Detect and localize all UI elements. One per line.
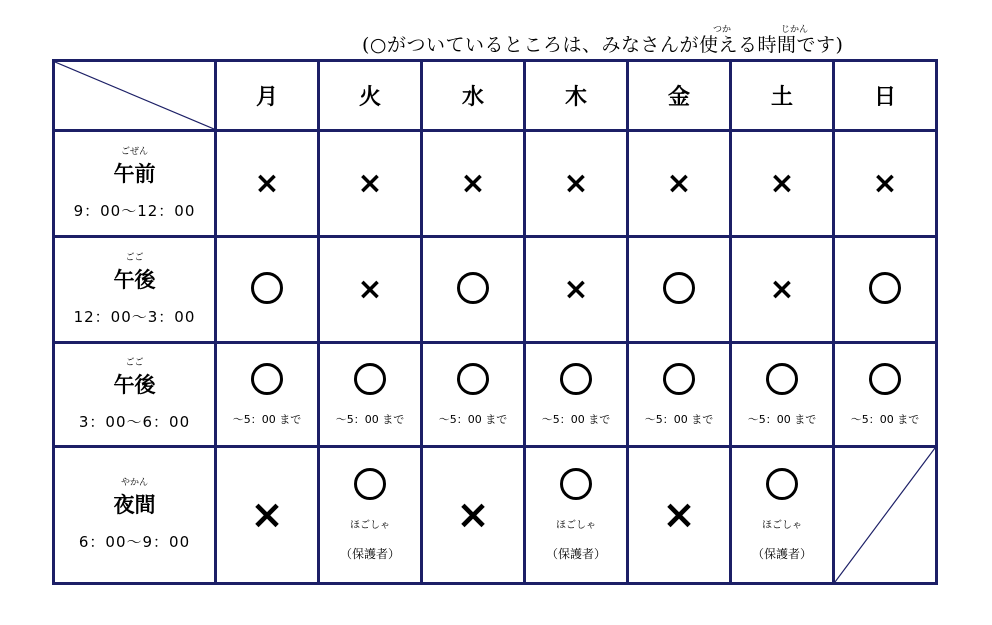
period-time: 9：00～12：00	[73, 201, 196, 220]
slot-cell	[731, 131, 834, 237]
slot-cell	[834, 131, 937, 237]
period-label-cell	[54, 447, 216, 584]
guardian-label: （保護者）	[751, 547, 812, 561]
slot-cell	[731, 343, 834, 447]
unavailable-mark: ×	[254, 165, 280, 201]
day-sat: 土	[731, 61, 834, 131]
unavailable-mark: ×	[460, 165, 486, 201]
available-circle-icon	[869, 272, 901, 304]
slot-cell	[216, 447, 319, 584]
schedule-table	[52, 59, 938, 585]
period-row-morning	[54, 131, 937, 237]
day-mon: 月	[216, 61, 319, 131]
period-row-night	[54, 447, 937, 584]
until-label: ～5：00 まで	[438, 412, 508, 426]
slot-cell	[216, 131, 319, 237]
corner-cell	[54, 61, 216, 131]
period-row-afternoon-1	[54, 237, 937, 343]
unavailable-mark: ×	[250, 492, 284, 538]
available-circle-icon	[560, 363, 592, 395]
until-label: ～5：00 まで	[644, 412, 714, 426]
period-time: 6：00～9：00	[78, 533, 191, 551]
available-circle-icon	[663, 272, 695, 304]
guardian-ruby: ほごしゃ	[762, 520, 802, 531]
period-kanji: 夜間	[113, 493, 156, 517]
guardian-label: （保護者）	[339, 547, 400, 561]
day-wed: 水	[422, 61, 525, 131]
period-ruby: ごご	[125, 252, 144, 263]
unavailable-mark: ×	[563, 271, 589, 307]
slot-cell	[834, 237, 937, 343]
slot-cell	[834, 343, 937, 447]
ruby-jikan: じかん	[781, 25, 809, 35]
unavailable-mark: ×	[357, 165, 383, 201]
until-label: ～5：00 まで	[747, 412, 817, 426]
available-circle-icon	[354, 363, 386, 395]
unavailable-mark: ×	[456, 492, 490, 538]
slot-cell	[319, 131, 422, 237]
day-tue: 火	[319, 61, 422, 131]
available-circle-icon	[766, 468, 798, 500]
slot-cell	[422, 447, 525, 584]
until-label: ～5：00 まで	[541, 412, 611, 426]
slot-cell	[525, 237, 628, 343]
guardian-label: （保護者）	[545, 547, 606, 561]
period-name	[55, 253, 214, 294]
slot-cell	[628, 237, 731, 343]
slot-cell	[628, 131, 731, 237]
unavailable-mark: ×	[666, 165, 692, 201]
available-circle-icon	[251, 272, 283, 304]
slot-cell	[319, 237, 422, 343]
slot-cell	[731, 237, 834, 343]
slot-cell	[525, 447, 628, 584]
available-circle-icon	[663, 363, 695, 395]
period-ruby: ごご	[125, 357, 144, 368]
period-ruby: やかん	[120, 478, 148, 488]
unavailable-mark: ×	[769, 165, 795, 201]
guardian-ruby: ほごしゃ	[556, 520, 596, 531]
available-circle-icon	[457, 272, 489, 304]
period-time: 12：00～3：00	[73, 307, 196, 326]
period-ruby: ごぜん	[120, 146, 148, 157]
slot-cell	[422, 237, 525, 343]
slot-cell	[628, 447, 731, 584]
slot-cell	[319, 447, 422, 584]
period-name	[55, 147, 214, 188]
period-label-cell	[54, 131, 216, 237]
day-fri: 金	[628, 61, 731, 131]
available-circle-icon	[766, 363, 798, 395]
available-circle-icon	[251, 363, 283, 395]
empty-diagonal	[835, 448, 935, 582]
until-label: ～5：00 まで	[232, 412, 302, 426]
empty-slot-cell	[834, 447, 937, 584]
availability-note: (○がついているところは、みなさんが使える時間です)	[362, 34, 844, 56]
period-label-cell	[54, 343, 216, 447]
slot-cell	[525, 131, 628, 237]
available-circle-icon	[869, 363, 901, 395]
period-kanji: 午後	[113, 267, 156, 292]
period-row-afternoon-2	[54, 343, 937, 447]
period-kanji: 午後	[113, 372, 156, 397]
period-kanji: 午前	[113, 161, 156, 186]
unavailable-mark: ×	[872, 165, 898, 201]
available-circle-icon	[354, 468, 386, 500]
slot-cell	[628, 343, 731, 447]
slot-cell	[731, 447, 834, 584]
unavailable-mark: ×	[769, 271, 795, 307]
until-label: ～5：00 まで	[335, 412, 405, 426]
slot-cell	[525, 343, 628, 447]
corner-diagonal	[55, 62, 214, 129]
slot-cell	[422, 343, 525, 447]
unavailable-mark: ×	[357, 271, 383, 307]
day-thu: 木	[525, 61, 628, 131]
period-name	[55, 478, 214, 519]
period-time: 3：00～6：00	[78, 412, 191, 431]
guardian-ruby: ほごしゃ	[350, 520, 390, 531]
day-sun: 日	[834, 61, 937, 131]
unavailable-mark: ×	[563, 165, 589, 201]
available-circle-icon	[457, 363, 489, 395]
ruby-tsuka: つか	[713, 25, 732, 35]
slot-cell	[216, 237, 319, 343]
slot-cell	[216, 343, 319, 447]
period-name	[55, 358, 214, 399]
slot-cell	[422, 131, 525, 237]
available-circle-icon	[560, 468, 592, 500]
unavailable-mark: ×	[662, 492, 696, 538]
header-row	[54, 61, 937, 131]
until-label: ～5：00 まで	[850, 412, 920, 426]
slot-cell	[319, 343, 422, 447]
period-label-cell	[54, 237, 216, 343]
